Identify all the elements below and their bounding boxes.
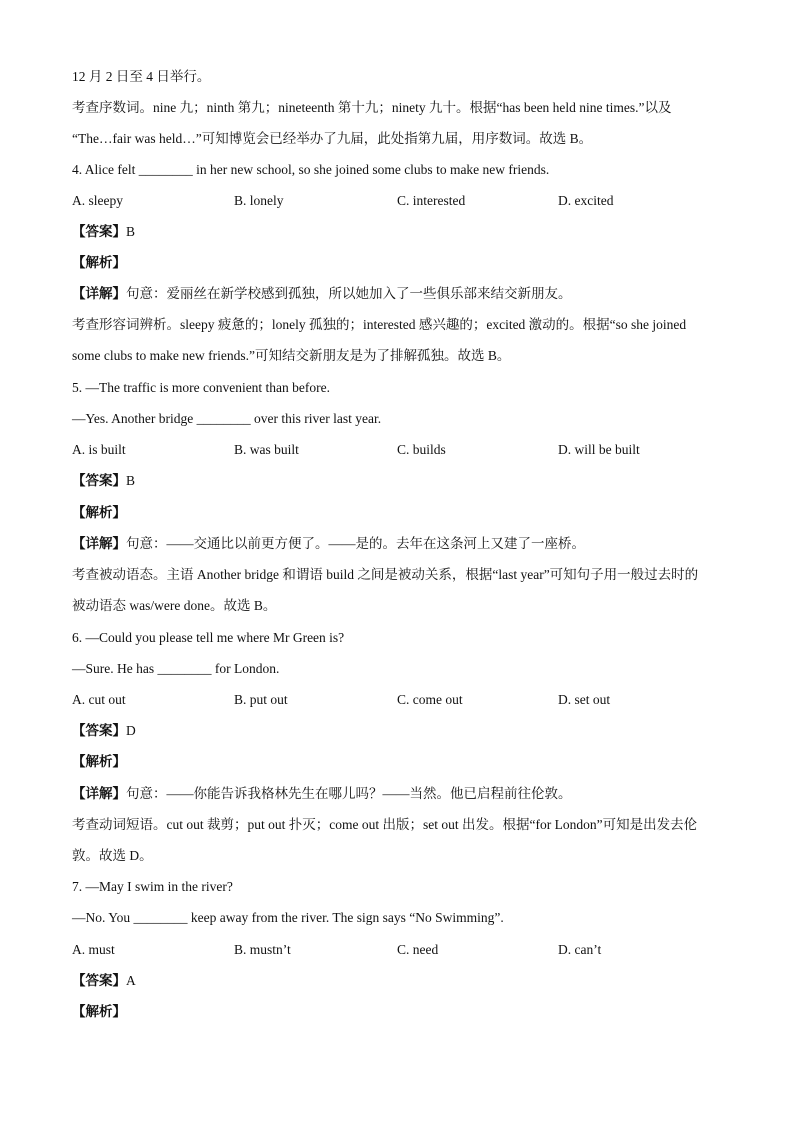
- answer-value: B: [126, 473, 136, 488]
- question-5-stem: 5. —The traffic is more convenient than before.: [72, 380, 331, 395]
- q6-option-c: C. come out: [397, 692, 463, 707]
- q5-option-d: D. will be built: [558, 442, 640, 457]
- question-5-reply: —Yes. Another bridge ________ over this river last year.: [72, 411, 382, 426]
- detail-text: 句意：——交通比以前更方便了。——是的。去年在这条河上又建了一座桥。: [126, 536, 585, 551]
- q4-analysis-label: 【解析】: [72, 255, 126, 270]
- q7-option-b: B. mustn’t: [234, 942, 291, 957]
- detail-label: 【详解】: [72, 536, 126, 551]
- text-line: 12 月 2 日至 4 日举行。: [72, 69, 211, 84]
- answer-label: 【答案】: [72, 224, 126, 239]
- q4-answer: [72, 222, 135, 242]
- q6-option-a: A. cut out: [72, 692, 126, 707]
- q6-option-b: B. put out: [234, 692, 288, 707]
- answer-label: 【答案】: [72, 473, 126, 488]
- q5-option-a: A. is built: [72, 442, 126, 457]
- q7-answer: [72, 971, 136, 991]
- question-6-stem: 6. —Could you please tell me where Mr Green is?: [72, 630, 345, 645]
- q6-analysis-label: 【解析】: [72, 754, 126, 769]
- answer-label: 【答案】: [72, 723, 126, 738]
- detail-text: 句意：爱丽丝在新学校感到孤独，所以她加入了一些俱乐部来结交新朋友。: [126, 286, 572, 301]
- detail-text: 句意：——你能告诉我格林先生在哪儿吗？——当然。他已启程前往伦敦。: [126, 786, 572, 801]
- q7-analysis-label: 【解析】: [72, 1004, 126, 1019]
- text-line: “The…fair was held…”可知博览会已经举办了九届，此处指第九届，用序数词。故选 B。: [72, 131, 593, 146]
- q7-option-a: A. must: [72, 942, 115, 957]
- answer-label: 【答案】: [72, 973, 126, 988]
- q4-option-d: D. excited: [558, 193, 614, 208]
- q5-analysis-label: 【解析】: [72, 505, 126, 520]
- q5-detail: [72, 534, 585, 554]
- q6-option-d: D. set out: [558, 692, 611, 707]
- detail-label: 【详解】: [72, 286, 126, 301]
- question-4-stem: 4. Alice felt ________ in her new school, so she joined some clubs to make new friends.: [72, 162, 550, 177]
- answer-value: A: [126, 973, 136, 988]
- q4-detail: [72, 284, 572, 304]
- answer-value: D: [126, 723, 136, 738]
- question-7-stem: 7. —May I swim in the river?: [72, 879, 233, 894]
- q7-option-c: C. need: [397, 942, 439, 957]
- text-line: 考查被动语态。主语 Another bridge 和谓语 build 之间是被动关系，根据“last year”可知句子用一般过去时的: [72, 567, 699, 582]
- text-line: 敦。故选 D。: [72, 848, 153, 863]
- q4-option-b: B. lonely: [234, 193, 284, 208]
- q5-answer: [72, 471, 135, 491]
- q4-option-c: C. interested: [397, 193, 466, 208]
- text-line: 考查形容词辨析。sleepy 疲惫的；lonely 孤独的；interested 感兴趣的；excited 激动的。根据“so she joined: [72, 317, 687, 332]
- text-line: some clubs to make new friends.”可知结交新朋友是为了排解孤独。故选 B。: [72, 348, 511, 363]
- q5-option-c: C. builds: [397, 442, 446, 457]
- question-6-reply: —Sure. He has ________ for London.: [72, 661, 280, 676]
- q6-answer: [72, 721, 136, 741]
- q4-option-a: A. sleepy: [72, 193, 123, 208]
- text-line: 被动语态 was/were done。故选 B。: [72, 598, 277, 613]
- answer-value: B: [126, 224, 136, 239]
- q6-detail: [72, 784, 572, 804]
- text-line: 考查序数词。nine 九；ninth 第九；nineteenth 第十九；ninety 九十。根据“has been held nine times.”以及: [72, 100, 672, 115]
- text-line: 考查动词短语。cut out 裁剪；put out 扑灭；come out 出版；set out 出发。根据“for London”可知是出发去伦: [72, 817, 698, 832]
- q7-option-d: D. can’t: [558, 942, 602, 957]
- detail-label: 【详解】: [72, 786, 126, 801]
- question-7-reply: —No. You ________ keep away from the river. The sign says “No Swimming”.: [72, 910, 504, 925]
- q5-option-b: B. was built: [234, 442, 299, 457]
